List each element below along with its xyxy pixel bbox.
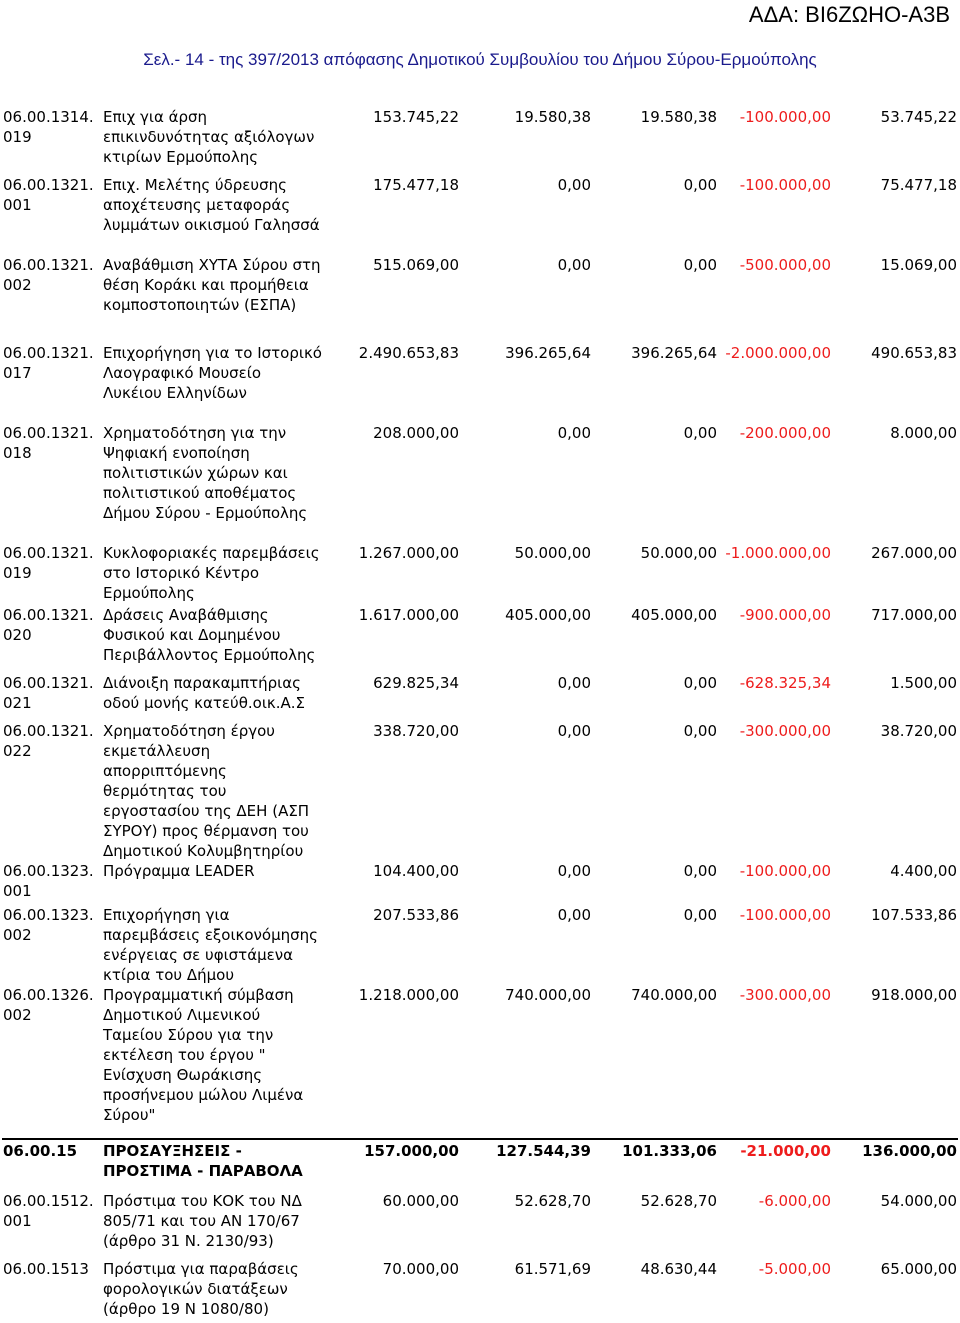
amount-certified: 127.544,39 [496,1142,591,1160]
budget-description: Προγραμματική σύμβαση Δημοτικού Λιμενικού Ταμείου Σύρου για την εκτέλεση του έργου " Ενίσχυση Θωράκισης προσήνεμου μώλου Λιμένα Σύρου" [103,986,304,1124]
table-row [2,107,958,175]
budget-code: 06.00.1314.019 [3,108,94,146]
budget-code: 06.00.1323.002 [3,906,94,944]
amount-reduction: -300.000,00 [739,722,831,740]
amount-certified: 50.000,00 [514,544,591,562]
amount-certified: 19.580,38 [514,108,591,126]
budget-description: ΠΡΟΣΑΥΞΗΣΕΙΣ - ΠΡΟΣΤΙΜΑ - ΠΑΡΑΒΟΛΑ [103,1142,303,1180]
amount-budgeted: 629.825,34 [373,674,459,692]
amount-paid: 405.000,00 [631,606,717,624]
amount-reduction: -200.000,00 [739,424,831,442]
amount-certified: 0,00 [557,722,591,740]
amount-reduction: -21.000,00 [740,1142,831,1160]
page-header: Σελ.- 14 - της 397/2013 απόφασης Δημοτικού Συμβουλίου του Δήμου Σύρου-Ερμούπολης [143,50,817,69]
amount-final: 1.500,00 [890,674,957,692]
budget-description: Αναβάθμιση ΧΥΤΑ Σύρου στη θέση Κοράκι και προμήθεια κομποστοποιητών (ΕΣΠΑ) [103,256,321,314]
amount-final: 54.000,00 [880,1192,957,1210]
amount-budgeted: 515.069,00 [373,256,459,274]
amount-reduction: -100.000,00 [739,906,831,924]
amount-budgeted: 208.000,00 [373,424,459,442]
budget-code: 06.00.1513 [3,1260,89,1278]
amount-final: 490.653,83 [871,344,957,362]
table-row [2,543,958,605]
budget-code: 06.00.1321.001 [3,176,94,214]
amount-certified: 61.571,69 [514,1260,591,1278]
budget-code: 06.00.1321.022 [3,722,94,760]
budget-code: 06.00.1512.001 [3,1192,94,1230]
amount-final: 717.000,00 [871,606,957,624]
budget-code: 06.00.1321.020 [3,606,94,644]
amount-reduction: -100.000,00 [739,108,831,126]
table-row [2,605,958,673]
amount-budgeted: 175.477,18 [373,176,459,194]
budget-description: Επιχορήγηση για το Ιστορικό Λαογραφικό Μουσείο Λυκέιου Ελληνίδων [103,344,322,402]
ada-code: ΑΔΑ: ΒΙ6ΖΩΗΟ-Α3Β [748,2,950,27]
table-row [2,255,958,343]
amount-paid: 48.630,44 [640,1260,717,1278]
amount-final: 4.400,00 [890,862,957,880]
budget-code: 06.00.1326.002 [3,986,94,1024]
budget-code: 06.00.1321.002 [3,256,94,294]
amount-budgeted: 1.218.000,00 [358,986,459,1004]
amount-certified: 0,00 [557,424,591,442]
budget-code: 06.00.1323.001 [3,862,94,900]
budget-code: 06.00.1321.017 [3,344,94,382]
amount-certified: 0,00 [557,176,591,194]
amount-budgeted: 207.533,86 [373,906,459,924]
budget-code: 06.00.1321.021 [3,674,94,712]
table-row [2,1191,958,1259]
budget-description: Χρηματοδότηση για την Ψηφιακή ενοποίηση πολιτιστικών χώρων και πολιτιστικού αποθέματος Δήμου Σύρου - Ερμούπολης [103,424,308,522]
amount-budgeted: 104.400,00 [373,862,459,880]
amount-budgeted: 153.745,22 [373,108,459,126]
amount-reduction: -628.325,34 [739,674,831,692]
amount-final: 65.000,00 [880,1260,957,1278]
amount-reduction: -6.000,00 [758,1192,831,1210]
amount-budgeted: 2.490.653,83 [358,344,459,362]
table-row [2,905,958,985]
amount-budgeted: 1.617.000,00 [358,606,459,624]
table-row [2,1259,958,1319]
amount-paid: 101.333,06 [622,1142,717,1160]
table-row [2,721,958,861]
amount-final: 136.000,00 [862,1142,957,1160]
amount-final: 15.069,00 [880,256,957,274]
amount-final: 38.720,00 [880,722,957,740]
amount-paid: 0,00 [683,862,717,880]
amount-certified: 0,00 [557,256,591,274]
budget-description: Διάνοιξη παρακαμπτήριας οδού μονής κατεύθ.οικ.Α.Σ [103,674,306,712]
amount-reduction: -100.000,00 [739,862,831,880]
amount-paid: 740.000,00 [631,986,717,1004]
amount-paid: 0,00 [683,674,717,692]
amount-budgeted: 157.000,00 [364,1142,459,1160]
budget-description: Επιχορήγηση για παρεμβάσεις εξοικονόμησης ενέργειας σε υφιστάμενα κτίρια του Δήμου [103,906,318,984]
amount-final: 918.000,00 [871,986,957,1004]
table-row [2,673,958,721]
amount-final: 107.533,86 [871,906,957,924]
amount-reduction: -2.000.000,00 [725,344,831,362]
amount-budgeted: 338.720,00 [373,722,459,740]
budget-description: Δράσεις Αναβάθμισης Φυσικού και Δομημένου Περιβάλλοντος Ερμούπολης [103,606,316,664]
budget-description: Επιχ. Μελέτης ύδρευσης αποχέτευσης μεταφοράς λυμμάτων οικισμού Γαλησσά [103,176,320,234]
section-divider [2,1138,958,1140]
budget-code: 06.00.1321.019 [3,544,94,582]
table-row [2,985,958,1135]
section-row [2,1135,958,1191]
amount-final: 267.000,00 [871,544,957,562]
table-row [2,861,958,905]
amount-paid: 0,00 [683,176,717,194]
amount-paid: 0,00 [683,424,717,442]
amount-reduction: -500.000,00 [739,256,831,274]
amount-paid: 52.628,70 [640,1192,717,1210]
amount-reduction: -300.000,00 [739,986,831,1004]
amount-paid: 50.000,00 [640,544,717,562]
budget-description: Πρόστιμα για παραβάσεις φορολογικών διατάξεων (άρθρο 19 Ν 1080/80) [103,1260,299,1318]
amount-paid: 19.580,38 [640,108,717,126]
amount-budgeted: 1.267.000,00 [358,544,459,562]
amount-final: 8.000,00 [890,424,957,442]
amount-certified: 405.000,00 [505,606,591,624]
amount-certified: 0,00 [557,906,591,924]
budget-description: Πρόγραμμα LEADER [103,862,255,880]
budget-description: Επιχ για άρση επικινδυνότητας αξιόλογων κτιρίων Ερμούπολης [103,108,315,166]
amount-reduction: -100.000,00 [739,176,831,194]
table-row [2,423,958,543]
amount-reduction: -1.000.000,00 [725,544,831,562]
amount-paid: 396.265,64 [631,344,717,362]
table-row [2,175,958,255]
amount-paid: 0,00 [683,906,717,924]
amount-certified: 0,00 [557,862,591,880]
budget-description: Κυκλοφοριακές παρεμβάσεις στο Ιστορικό Κέντρο Ερμούπολης [103,544,320,602]
budget-code: 06.00.1321.018 [3,424,94,462]
table-row [2,343,958,423]
amount-reduction: -900.000,00 [739,606,831,624]
amount-paid: 0,00 [683,256,717,274]
budget-description: Χρηματοδότηση έργου εκμετάλλευση απορριπτόμενης θερμότητας του εργοστασίου της ΔΕΗ (ΑΣΠ ΣΥΡΟΥ) προς θέρμανση του Δημοτικού Κολυμβητηρίου [103,722,310,860]
amount-final: 53.745,22 [880,108,957,126]
amount-reduction: -5.000,00 [758,1260,831,1278]
amount-certified: 52.628,70 [514,1192,591,1210]
budget-code: 06.00.15 [3,1142,78,1160]
budget-description: Πρόστιμα του ΚΟΚ του ΝΔ 805/71 και του ΑΝ 170/67 (άρθρο 31 Ν. 2130/93) [103,1192,302,1250]
amount-paid: 0,00 [683,722,717,740]
amount-final: 75.477,18 [880,176,957,194]
amount-certified: 740.000,00 [505,986,591,1004]
amount-budgeted: 60.000,00 [382,1192,459,1210]
amount-certified: 396.265,64 [505,344,591,362]
amount-budgeted: 70.000,00 [382,1260,459,1278]
amount-certified: 0,00 [557,674,591,692]
